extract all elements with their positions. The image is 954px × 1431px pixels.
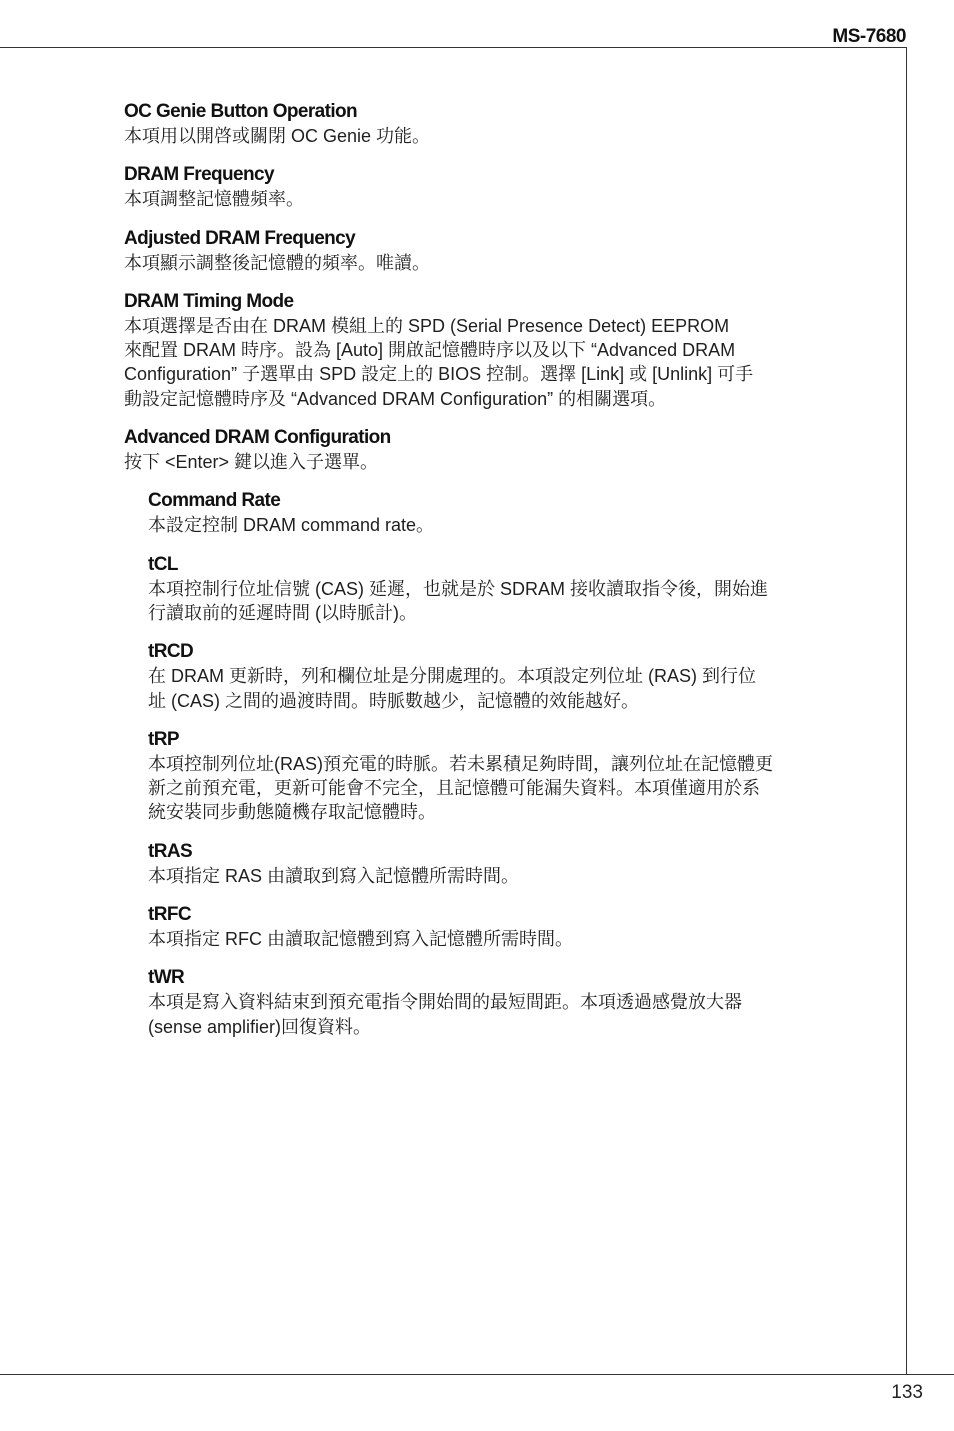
subsection-tras (148, 840, 852, 888)
page-number: 133 (891, 1382, 923, 1403)
section-oc-genie (124, 100, 852, 148)
section-title: OC Genie Button Operation (124, 101, 358, 122)
subsection-command-rate (148, 489, 852, 537)
subsection-body: 本項是寫入資料結束到預充電指令開始間的最短間距。本項透過感覺放大器 (sense amplifier)回復資料。 (148, 992, 742, 1037)
manual-content (124, 100, 852, 1054)
section-dram-frequency (124, 163, 852, 211)
subsection-title: tRCD (148, 641, 194, 663)
section-title: Adjusted DRAM Frequency (124, 227, 356, 249)
subsection-body: 本項控制行位址信號 (CAS) 延遲，也就是於 SDRAM 接收讀取指令後，開始進 行讀取前的延遲時間 (以時脈計)。 (148, 578, 769, 623)
margin-rule (906, 47, 907, 1375)
footer-rule (0, 1374, 954, 1375)
header-rule (0, 47, 907, 48)
section-body: 本項顯示調整後記憶體的頻率。唯讀。 (124, 252, 430, 273)
subsection-tcl (148, 553, 852, 626)
section-dram-timing-mode (124, 290, 852, 411)
section-title: DRAM Timing Mode (124, 290, 294, 312)
subsection-title: tCL (148, 553, 178, 575)
subsection-body: 本項控制列位址(RAS)預充電的時脈。若未累積足夠時間，讓列位址在記憶體更 新之前預充電，更新可能會不完全，且記憶體可能漏失資料。本項僅適用於系 統安裝同步動態隨機存取記憶體時。 (148, 753, 773, 823)
subsection-trcd (148, 640, 852, 713)
subsection-trp (148, 728, 852, 825)
section-advanced-dram-configuration (124, 426, 852, 474)
section-body: 本項選擇是否由在 DRAM 模組上的 SPD (Serial Presence Detect) EEPROM 來配置 DRAM 時序。設為 [Auto] 開啟記憶體時序以及以下 “Advanced DRAM Configuration” 子選單由 SPD 設定上的 BIOS 控制。選擇 [Link] 或 [Unlink] 可手 動設定記憶體時序及 “Advanced DRAM Configuration” 的相關選項。 (124, 315, 754, 409)
subsection-title: tWR (148, 967, 185, 989)
subsection-title: Command Rate (148, 490, 281, 512)
model-label: MS-7680 (832, 26, 906, 47)
subsection-body: 本項指定 RFC 由讀取記憶體到寫入記憶體所需時間。 (148, 929, 573, 950)
section-adjusted-dram-frequency (124, 227, 852, 275)
subsection-title: tRFC (148, 904, 191, 926)
subsection-trfc (148, 903, 852, 951)
subsection-title: tRP (148, 728, 179, 750)
subsection-twr (148, 966, 852, 1039)
section-body: 按下 <Enter> 鍵以進入子選單。 (124, 452, 379, 473)
subsection-body: 本項指定 RAS 由讀取到寫入記憶體所需時間。 (148, 865, 520, 886)
section-body: 本項調整記憶體頻率。 (124, 189, 304, 210)
section-body: 本項用以開啓或關閉 OC Genie 功能。 (124, 126, 431, 146)
subsection-body: 本設定控制 DRAM command rate。 (148, 515, 435, 536)
subsection-body: 在 DRAM 更新時，列和欄位址是分開處理的。本項設定列位址 (RAS) 到行位 址 (CAS) 之間的過渡時間。時脈數越少，記憶體的效能越好。 (148, 666, 756, 711)
section-title: DRAM Frequency (124, 164, 274, 186)
subsection-title: tRAS (148, 840, 193, 862)
section-title: Advanced DRAM Configuration (124, 427, 391, 449)
